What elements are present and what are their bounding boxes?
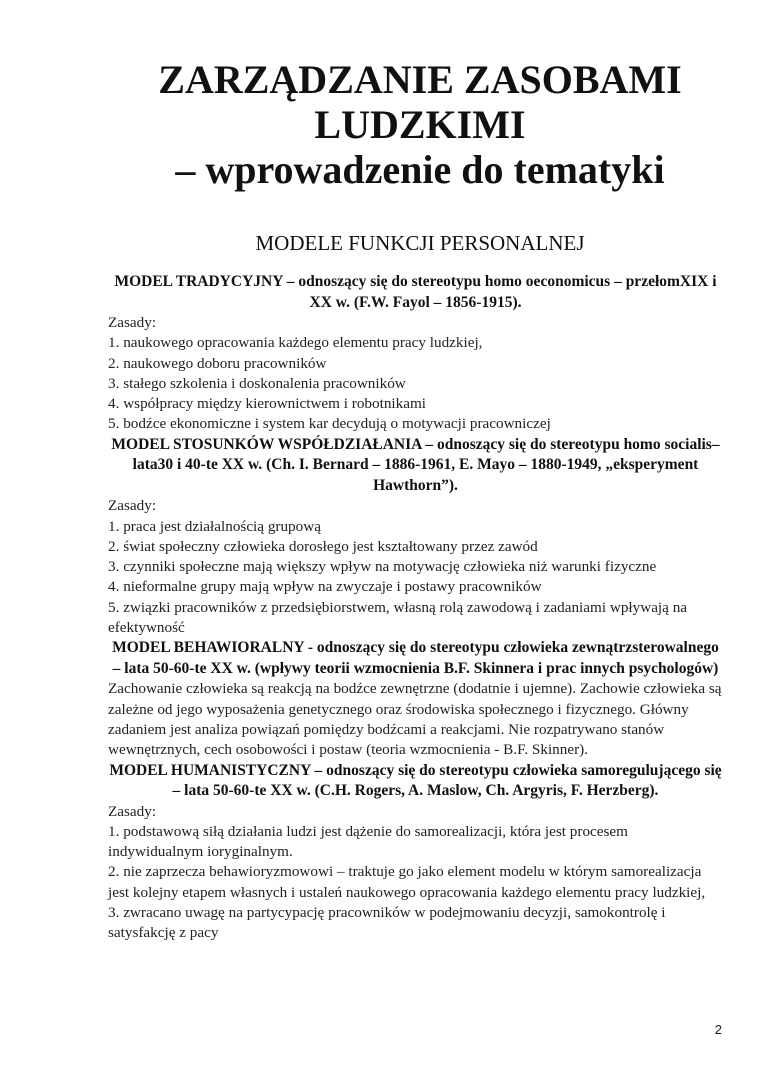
list-item: 2. nie zaprzecza behawioryzmowowi – traktuje go jako element modelu w którym samorealizacja jest kolejny etapem własnych i ustaleń naukowego opracowania każdego elementu pracy ludzkiej, (108, 863, 706, 901)
list-item: 4. współpracy między kierownictwem i robotnikami (108, 395, 427, 413)
model-humanistyczny-section (108, 761, 723, 944)
section-intro: Zasady: (108, 314, 157, 331)
list-item: 3. zwracano uwagę na partycypację pracowników w podejmowaniu decyzji, samokontrolę i satysfakcję z pacy (108, 904, 666, 942)
title-line-1: ZARZĄDZANIE ZASOBAMI (158, 57, 682, 102)
principles-list (108, 822, 723, 944)
section-heading: MODEL BEHAWIORALNY - odnoszący się do stereotypu człowieka zewnątrzsterowalnego – lata 50-60-te XX w. (wpływy teorii wzmocnienia B.F. Skinnera i prac innych psychologów) (112, 639, 719, 677)
section-intro: Zasady: (108, 802, 157, 820)
section-paragraph: Zachowanie człowieka są reakcją na bodźce zewnętrzne (dodatnie i ujemne). Zachowie człowieka są zależne od jego wyposażenia genetycznego oraz środowiska społecznego i fizycznego. Główny zadaniem jest analiza powiązań pomiędzy bodźcami a reakcjami. Nie rozpatrywano stanów wewnętrznych, cech osobowości i postaw (teoria wzmocnienia - B.F. Skinner). (108, 680, 722, 759)
document-body (108, 272, 723, 944)
section-heading: MODEL HUMANISTYCZNY – odnoszący się do stereotypu człowieka samoregulującego się – lata 50-60-te XX w. (C.H. Rogers, A. Maslow, Ch. Argyris, F. Herzberg). (109, 761, 722, 800)
model-behawioralny-section (108, 638, 723, 760)
list-item: 4. nieformalne grupy mają wpływ na zwyczaje i postawy pracowników (108, 578, 542, 596)
principles-list (108, 333, 723, 434)
model-tradycyjny-section (108, 272, 723, 435)
list-item: 5. bodźce ekonomiczne i system kar decydują o motywacji pracowniczej (108, 415, 551, 433)
principles-list (108, 517, 723, 639)
model-stosunkow-wspoldzialania-section (108, 435, 723, 639)
section-heading: MODEL STOSUNKÓW WSPÓŁDZIAŁANIA – odnoszący się do stereotypu homo socialis– lata30 i 40-te XX w. (Ch. I. Bernard – 1886-1961, E. Mayo – 1880-1949, „eksperyment Hawthorn”). (111, 435, 720, 494)
list-item: 1. naukowego opracowania każdego elementu pracy ludzkiej, (108, 334, 483, 352)
list-item: 1. praca jest działalnością grupową (108, 517, 321, 535)
list-item: 2. naukowego doboru pracowników (108, 354, 327, 372)
list-item: 3. czynniki społeczne mają większy wpływ na motywację człowieka niż warunki fizyczne (108, 558, 657, 576)
list-item: 1. podstawową siłą działania ludzi jest dążenie do samorealizacji, która jest procesem indywidualnym ioryginalnym. (108, 822, 628, 861)
title-line-3: – wprowadzenie do tematyki (175, 147, 665, 192)
section-subtitle: MODELE FUNKCJI PERSONALNEJ (255, 231, 585, 255)
section-intro: Zasady: (108, 497, 157, 515)
page-number: 2 (714, 1022, 722, 1037)
list-item: 2. świat społeczny człowieka dorosłego jest kształtowany przez zawód (108, 537, 538, 555)
title-line-2: LUDZKIMI (314, 102, 526, 147)
list-item: 3. stałego szkolenia i doskonalenia pracowników (108, 374, 406, 392)
list-item: 5. związki pracowników z przedsiębiorstwem, własną rolą zawodową i zadaniami wpływają na efektywność (108, 598, 688, 637)
document-title (110, 57, 730, 192)
section-heading: MODEL TRADYCYJNY – odnoszący się do stereotypu homo oeconomicus – przełomXIX i XX w. (F.W. Fayol – 1856-1915). (114, 273, 717, 311)
